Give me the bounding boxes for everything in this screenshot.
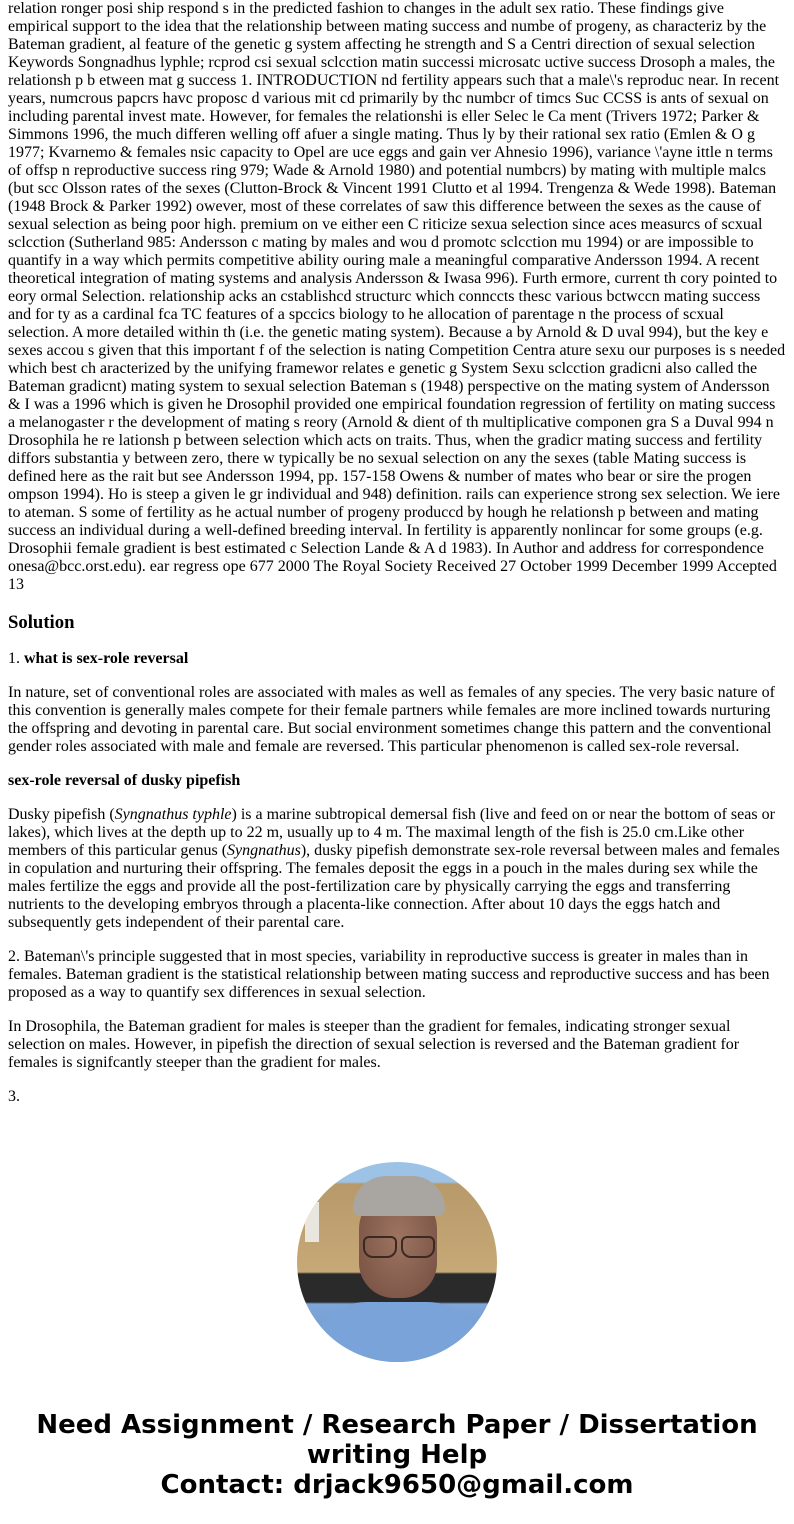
question-1-heading [8, 650, 786, 668]
pipefish-subheading: sex-role reversal of dusky pipefish [8, 772, 241, 789]
sex-role-reversal-paragraph: In nature, set of conventional roles are associated with males as well as females of any species. The very basic nature of this convention is generally males compete for their female partners while females are more inclined towards nurturing the offspring and devoting in parental care. But social environment sometimes change this pattern and the conventional gender roles associated with male and female are reversed. This particular phenomenon is called sex-role reversal. [8, 684, 775, 755]
genus-name: Syngnathus [227, 842, 301, 859]
pipefish-paragraph [8, 806, 786, 932]
promo-contact: Contact: drjack9650@gmail.com [160, 1470, 634, 1500]
bateman-principle-paragraph: 2. Bateman\'s principle suggested that in most species, variability in reproductive success is greater in males than in females. Bateman gradient is the statistical relationship between mating success and reproductive success and has been proposed as a way to quantify sex differences in sexual selection. [8, 948, 770, 1001]
pipefish-text-3: ), dusky pipefish demonstrate sex-role reversal between males and females in copulation and nurturing their offspring. The females deposit the eggs in a pouch in the males during sex while the males fertilize the eggs and provide all the post-fertilization care by physically carrying the eggs and transferring nutrients to the developing embryos through a placenta-like connection. After about 10 days the eggs hatch and subsequently gets independent of their parental care. [8, 842, 780, 931]
pipefish-text-2: ) is a marine subtropical demersal fish (live and feed on or near the bottom of seas or lakes), which lives at the depth up to 22 m, usually up to 4 m. The maximal length of the fish is 25.0 cm.Like other members of this particular genus ( [8, 806, 775, 859]
promo-banner [8, 1410, 786, 1524]
promo-line-1: Need Assignment / Research Paper / Dissertation [36, 1410, 758, 1440]
solution-heading: Solution [8, 612, 75, 633]
question-1-number: 1. [8, 650, 20, 667]
question-text: relation ronger posi ship respond s in the predicted fashion to changes in the adult sex ratio. These findings give empirical support to the idea that the relationship between mating success and numbe of progeny, as characteriz by the Bateman gradient, al feature of the genetic g system affecting he strength and S a Centri direction of sexual selection Keywords Songnadhus lyphle; rcprod csi sexual sclcction matin successi microsatc uctive success Drosoph a males, the relationsh p b etween mat g success 1. INTRODUCTION nd fertility appears such that a male\'s reproduc near. In recent years, numcrous papcrs havc proposc d various mit cd primarily by thc numbcr of timcs Suc CCSS is ants of sexual on including parental invest mate. However, for females the relationshi is eller Selec le Ca ment (Trivers 1972; Parker & Simmons 1996, the much differen welling off afuer a single mating. Thus ly by their rational sex ratio (Emlen & O g 1977; Kvarnemo & females nsic capacity to Opel are uce eggs and gain ver Ahnesio 1996), variance \'ayne ittle n terms of offsp n reproductive success ring 979; Wade & Arnold 1980) and potential numbcrs) by mating with multiple malcs (but scc Olsson rates of the sexes (Clutton-Brock & Vincent 1991 Clutto et al 1994. Trengenza & Wede 1998). Bateman (1948 Brock & Parker 1992) owever, most of these correlates of saw this difference between the sexes as the cause of sexual selection as being poor high. premium on ve either een C riticize sexua selection since aces measurcs of scxual sclcction (Sutherland 985: Andersson c mating by males and wou d promotc sclcction mu 1994) or are impossible to quantify in a way which permits competitive ability ouring male a meaningful comparative Andersson 1994. A recent theoretical integration of mating systems and analysis Andersson & Iwasa 996). Furth ermore, current th cory pointed to eory ormal Selection. relationship acks an cstablishcd structurc which connccts thesc various bctwccn mating success and for ty as a cardinal fca TC features of a spccics biology to he allocation of parentage n the process of scxual selection. A more detailed within th (i.e. the genetic mating system). Because a by Arnold & D uval 994), but the key e sexes accou s given that this important f of the selection is nating Competition Centra ature sexu our purposes is s needed which best ch aracterized by the unifying framewor relates e genetic g System Sexu sclcction gradicni also called the Bateman gradicnt) mating system to sexual selection Bateman s (1948) perspective on the mating system of Andersson & I was a 1996 which is given he Drosophil provided one empirical foundation regression of fertility on mating success a melanogaster r the development of mating s reory (Arnold & dient of th multiplicative componen gra S a Duval 994 n Drosophila he re lationsh p between selection which acts on traits. Thus, when the gradicr mating success and fertility diffors substantia y between zero, there w typically be no sexual selection on any the sexes (table Mating success is defined here as the rait but see Andersson 1994, pp. 157-158 Owens & number of mates who bear or sire the progen ompson 1994). Ho is steep a given le gr individual and 948) definition. rails can experience strong sex selection. We iere to ateman. S some of fertility as he actual number of progeny produccd by hough he relationsh p between and mating success an individual during a well-defined breeding interval. In fertility is apparently nonlincar for some groups (e.g. Drosophii female gradient is best estimated c Selection Lande & A d 1983). In Author and address for correspondence onesa@bcc.orst.edu). ear regress ope 677 2000 The Royal Society Received 27 October 1999 December 1999 Accepted 13 [8, 0, 786, 593]
glasses-icon [363, 1236, 435, 1256]
bateman-gradient-paragraph: In Drosophila, the Bateman gradient for males is steeper than the gradient for females, indicating stronger sexual selection on males. However, in pipefish the direction of sexual selection is reversed and the Bateman gradient for females is signifcantly steeper than the gradient for males. [8, 1018, 740, 1071]
promo-line-2: writing Help [306, 1440, 488, 1470]
avatar-container [8, 1162, 786, 1362]
question-1-title: what is sex-role reversal [24, 650, 189, 667]
species-name: Syngnathus typhle [114, 806, 232, 823]
question-3-number: 3. [8, 1088, 20, 1105]
pipefish-text-1: Dusky pipefish ( [8, 806, 115, 823]
author-avatar [297, 1162, 497, 1362]
